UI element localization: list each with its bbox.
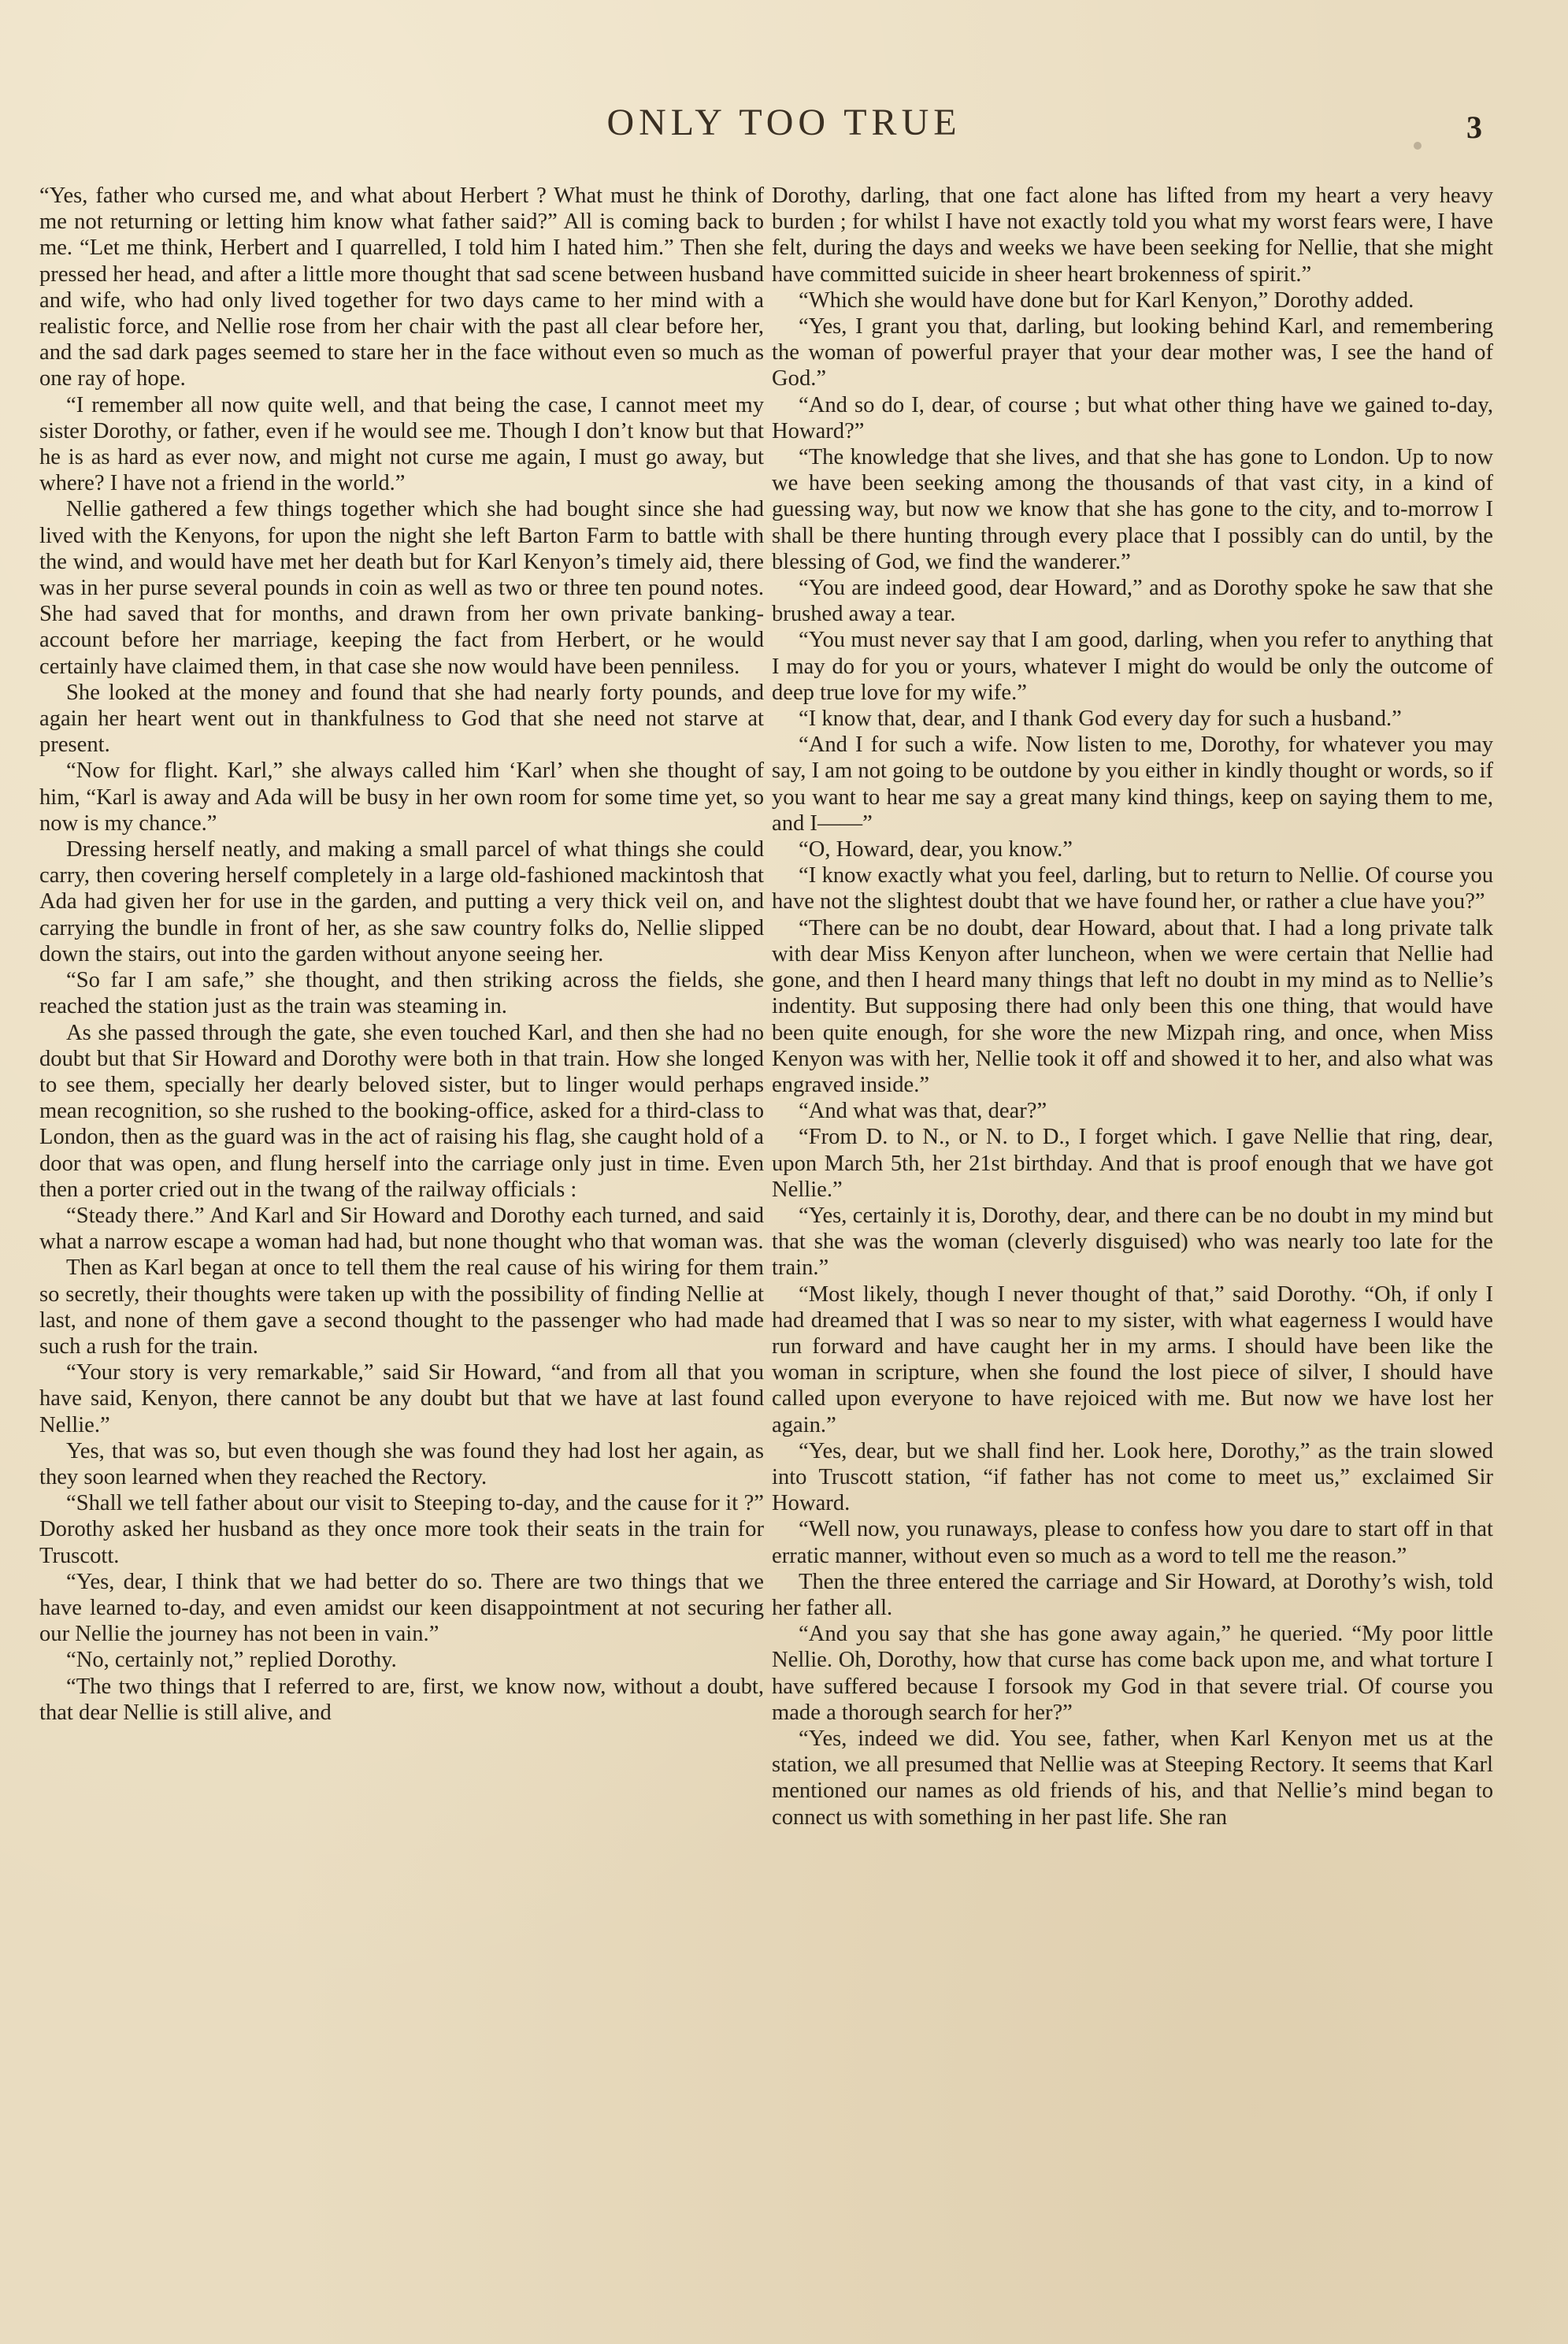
paragraph: “There can be no doubt, dear Howard, about that. I had a long private talk with dear Miss Kenyon after luncheon, when we were certain that Nellie had gone, and then I heard many things that left no doubt in my mind as to Nellie’s indentity. But supposing there had only been this one thing, that would have been quite enough, for she wore the new Mizpah ring, and once, when Miss Kenyon was with her, Nellie took it off and showed it to her, and also what was engraved inside.” bbox=[772, 915, 1493, 1097]
paragraph: As she passed through the gate, she even touched Karl, and then she had no doubt but that Sir Howard and Dorothy were both in that train. How she longed to see them, specially her dearly beloved sister, but to linger would perhaps mean recognition, so she rushed to the booking-office, asked for a third-class to London, then as the guard was in the act of raising his flag, she caught hold of a door that was open, and flung herself into the carriage only just in time. Even then a porter cried out in the twang of the railway officials : bbox=[39, 1020, 764, 1202]
paragraph: Then the three entered the carriage and Sir Howard, at Dorothy’s wish, told her father all. bbox=[772, 1569, 1493, 1620]
paragraph: “You must never say that I am good, darling, when you refer to anything that I may do for you or yours, whatever I might do would be only the outcome of deep true love for my wife.” bbox=[772, 628, 1493, 705]
paragraph: “Your story is very remarkable,” said Sir Howard, “and from all that you have said, Kenyon, there cannot be any doubt but that we have at last found Nellie.” bbox=[39, 1360, 764, 1437]
paragraph: Then as Karl began at once to tell them the real cause of his wiring for them so secretly, their thoughts were taken up with the possibility of finding Nellie at last, and none of them gave a second thought to the passenger who had made such a rush for the train. bbox=[39, 1255, 764, 1359]
paragraph: “I know exactly what you feel, darling, but to return to Nellie. Of course you have not the slightest doubt that we have found her, or rather a clue have you?” bbox=[772, 863, 1493, 914]
paragraph: “Most likely, though I never thought of that,” said Dorothy. “Oh, if only I had dreamed that I was so near to my sister, with what eagerness I would have run forward and have caught her in my arms. I should have been like the woman in scripture, when she found the lost piece of silver, I should have called upon everyone to have rejoiced with me. But now we have lost her again.” bbox=[772, 1281, 1493, 1437]
paragraph: “And you say that she has gone away again,” he queried. “My poor little Nellie. Oh, Dorothy, how that curse has come back upon me, and what torture I have suffered because I forsook my God in that severe trial. Of course you made a thorough search for her?” bbox=[772, 1622, 1493, 1725]
paragraph: “Well now, you runaways, please to confess how you dare to start off in that erratic manner, without even so much as a word to tell me the reason.” bbox=[772, 1517, 1493, 1568]
paragraph: “Yes, I grant you that, darling, but looking behind Karl, and remembering the woman of powerful prayer that your dear mother was, I see the hand of God.” bbox=[772, 314, 1493, 391]
paragraph: She looked at the money and found that she had nearly forty pounds, and again her heart went out in thankfulness to God that she need not starve at present. bbox=[39, 680, 764, 758]
paragraph: “I know that, dear, and I thank God every day for such a husband.” bbox=[799, 707, 1402, 732]
paragraph: “You are indeed good, dear Howard,” and as Dorothy spoke he saw that she brushed away a tear. bbox=[772, 576, 1493, 627]
paragraph: “From D. to N., or N. to D., I forget which. I gave Nellie that ring, dear, upon March 5th, her 21st birthday. And that is proof enough that we have got Nellie.” bbox=[772, 1125, 1493, 1202]
paragraph: Yes, that was so, but even though she was found they had lost her again, as they soon learned when they reached the Rectory. bbox=[39, 1438, 764, 1489]
paragraph: “O, Howard, dear, you know.” bbox=[799, 837, 1073, 862]
paragraph: “I remember all now quite well, and that being the case, I cannot meet my sister Dorothy, or father, even if he would see me. Though I don’t know but that he is as hard as ever now, and might not curse me again, I must go away, but where? I have not a friend in the world.” bbox=[39, 392, 764, 496]
paragraph: “Yes, father who cursed me, and what about Herbert ? What must he think of me not returning or letting him know what father said?” All is coming back to me. “Let me think, Herbert and I quarrelled, I told him I hated him.” Then she pressed her head, and after a little more thought that sad scene between husband and wife, who had only lived together for two days came to her mind with a realistic force, and Nellie rose from her chair with the past all clear before her, and the sad dark pages seemed to stare her in the face without even so much as one ray of hope. bbox=[39, 184, 764, 391]
paragraph: “No, certainly not,” replied Dorothy. bbox=[66, 1648, 397, 1673]
paragraph: “The two things that I referred to are, first, we know now, without a doubt, that dear Nellie is still alive, and bbox=[39, 1674, 764, 1725]
paragraph: “Yes, certainly it is, Dorothy, dear, and there can be no doubt in my mind but that she was the woman (cleverly disguised) who was nearly too late for the train.” bbox=[772, 1203, 1493, 1281]
paragraph: Dorothy, darling, that one fact alone has lifted from my heart a very heavy burden ; for whilst I have not exactly told you what my worst fears were, I have felt, during the days and weeks we have been seeking for Nellie, that she might have committed suicide in sheer heart brokenness of spirit.” bbox=[772, 184, 1493, 287]
paragraph: “Now for flight. Karl,” she always called him ‘Karl’ when she thought of him, “Karl is away and Ada will be busy in her own room for some time yet, so now is my chance.” bbox=[39, 758, 764, 836]
paragraph: “So far I am safe,” she thought, and then striking across the fields, she reached the station just as the train was steaming in. bbox=[39, 968, 764, 1019]
paragraph: “Yes, dear, but we shall find her. Look here, Dorothy,” as the train slowed into Truscott station, “if father has not come to meet us,” exclaimed Sir Howard. bbox=[772, 1438, 1493, 1516]
paragraph: “Yes, dear, I think that we had better do so. There are two things that we have learned to-day, and even amidst our keen disappointment at not securing our Nellie the journey has not been in vain.” bbox=[39, 1569, 764, 1647]
page-number: 3 bbox=[1466, 109, 1482, 145]
right-column bbox=[772, 183, 1493, 1830]
paragraph: Dressing herself neatly, and making a small parcel of what things she could carry, then covering herself completely in a large old-fashioned mackintosh that Ada had given her for use in the garden, and putting a very thick veil on, and carrying the bundle in front of her, as she saw country folks do, Nellie slipped down the stairs, out into the garden without anyone seeing her. bbox=[39, 837, 764, 966]
paragraph: “Which she would have done but for Karl Kenyon,” Dorothy added. bbox=[799, 287, 1414, 313]
paragraph: “And what was that, dear?” bbox=[799, 1099, 1047, 1124]
paragraph: “The knowledge that she lives, and that she has gone to London. Up to now we have been seeking among the thousands of that vast city, in a kind of guessing way, but now we know that she has gone to the city, and to-morrow I shall be there hunting through every place that I possibly can do until, by the blessing of God, we find the wanderer.” bbox=[772, 445, 1493, 574]
ink-smudge bbox=[1414, 142, 1422, 150]
paragraph: “Steady there.” And Karl and Sir Howard and Dorothy each turned, and said what a narrow escape a woman had had, but none thought who that woman was. bbox=[39, 1203, 764, 1255]
paragraph: “Yes, indeed we did. You see, father, when Karl Kenyon met us at the station, we all presumed that Nellie was at Steeping Rectory. It seems that Karl mentioned our names as old friends of his, and that Nellie’s mind began to connect us with something in her past life. She ran bbox=[772, 1726, 1493, 1830]
left-column bbox=[39, 183, 764, 1726]
paragraph: “Shall we tell father about our visit to Steeping to-day, and the cause for it ?” Dorothy asked her husband as they once more took their seats in the train for Truscott. bbox=[39, 1491, 764, 1568]
paragraph: “And so do I, dear, of course ; but what other thing have we gained to-day, Howard?” bbox=[772, 392, 1493, 443]
running-title: ONLY TOO TRUE bbox=[606, 102, 962, 143]
running-header bbox=[0, 101, 1568, 144]
paragraph: “And I for such a wife. Now listen to me, Dorothy, for whatever you may say, I am not going to be outdone by you either in kindly thought or words, so if you want to hear me say a great many kind things, keep on saying them to me, and I——” bbox=[772, 732, 1493, 836]
paragraph: Nellie gathered a few things together which she had bought since she had lived with the Kenyons, for upon the night she left Barton Farm to battle with the wind, and would have met her death but for Karl Kenyon’s timely aid, there was in her purse several pounds in coin as well as two or three ten pound notes. She had saved that for months, and drawn from her own private banking-account before her marriage, keeping the fact from Herbert, or he would certainly have claimed them, in that case she now would have been penniless. bbox=[39, 497, 764, 679]
